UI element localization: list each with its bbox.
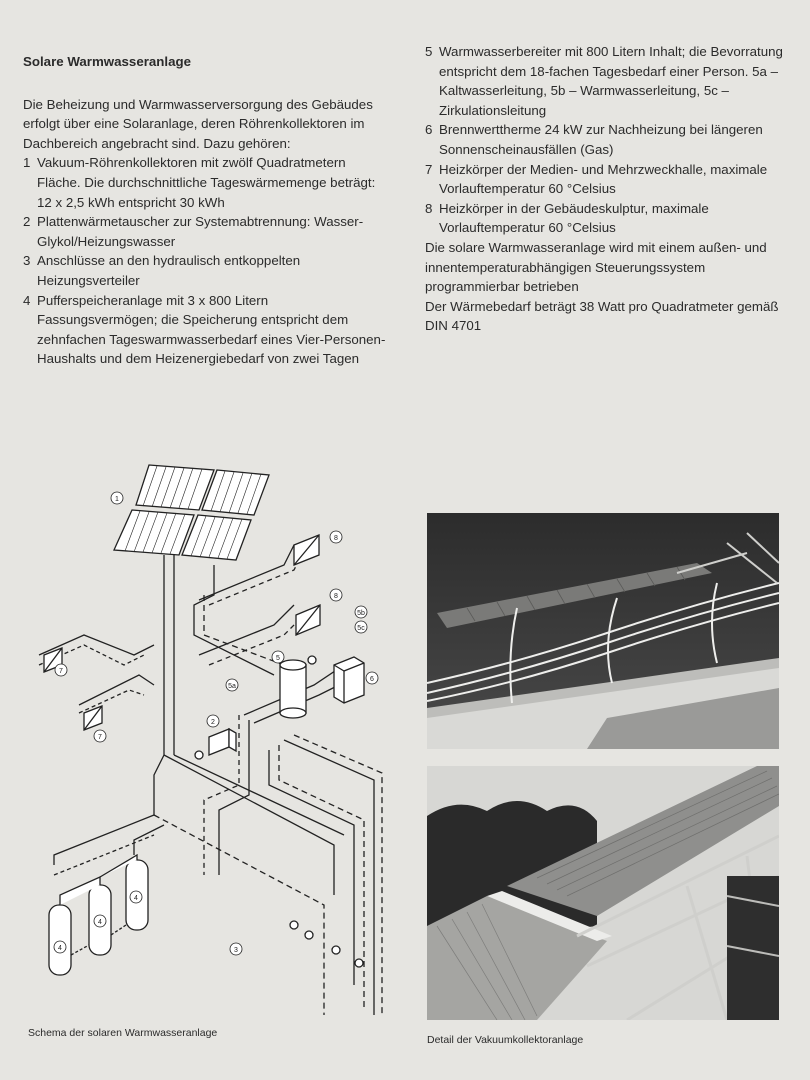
item-number: 1 <box>23 155 31 171</box>
label-5b: 5b <box>357 610 365 617</box>
item-number: 5 <box>425 44 433 59</box>
schema-caption: Schema der solaren Warmwasseranlage <box>28 1027 218 1039</box>
label-2: 2 <box>211 719 215 726</box>
list-item <box>23 251 389 290</box>
left-column <box>23 52 389 369</box>
list-item <box>23 153 389 212</box>
heat-exchanger <box>209 729 236 755</box>
item-number: 4 <box>23 292 31 308</box>
item-text: Warmwasserbereiter mit 800 Litern Inhalt; die Bevorratung entspricht dem 18-fachen Tagesbedarf einer Person. 5a – Kaltwasserleitung, 5b – Warmwasserleitung, 5c – Zirkulationsleitung <box>439 44 783 118</box>
list-item <box>23 212 389 251</box>
component-list-right <box>425 42 785 238</box>
label-5: 5 <box>276 655 280 662</box>
item-text: Brennwerttherme 24 kW zur Nachheizung bei längeren Sonnenscheinausfällen (Gas) <box>439 122 763 157</box>
label-1: 1 <box>115 496 119 503</box>
label-4c: 4 <box>134 895 138 902</box>
item-number: 2 <box>23 214 31 230</box>
gas-boiler <box>334 657 364 703</box>
item-number: 6 <box>425 122 433 138</box>
heat-demand-paragraph: Der Wärmebedarf beträgt 38 Watt pro Quadratmeter gemäß DIN 4701 <box>425 298 779 334</box>
label-4b: 4 <box>98 919 102 926</box>
intro-paragraph: Die Beheizung und Warmwasserversorgung des Gebäudes erfolgt über eine Solaranlage, deren Röhrenkollektoren im Dachbereich angebracht sind. Dazu gehören: <box>23 96 373 151</box>
solar-collector-panels <box>114 465 269 560</box>
list-item <box>425 120 785 159</box>
list-item <box>425 42 785 120</box>
list-item <box>23 291 389 369</box>
photo-caption: Detail der Vakuumkollektoranlage <box>427 1034 584 1046</box>
list-item <box>425 199 785 238</box>
label-5a: 5a <box>228 683 236 690</box>
item-text: Plattenwärmetauscher zur Systemabtrennung: Wasser-Glykol/Heizungswasser <box>37 214 364 249</box>
list-item <box>425 160 785 199</box>
label-6: 6 <box>370 676 374 683</box>
label-7a: 7 <box>59 668 63 675</box>
photo-roof-collectors <box>427 513 779 749</box>
item-text: Heizkörper der Medien- und Mehrzweckhalle, maximale Vorlauftemperatur 60 °Celsius <box>439 161 768 197</box>
pump-symbols <box>195 656 363 967</box>
system-schema-diagram <box>14 455 394 1025</box>
item-text: Heizkörper in der Gebäudeskulptur, maximale Vorlauftemperatur 60 °Celsius <box>439 200 709 236</box>
label-7b: 7 <box>98 734 102 741</box>
right-column <box>425 42 785 336</box>
item-text: Pufferspeicheranlage mit 3 x 800 Litern Fassungsvermögen; die Speicherung entspricht dem zehnfachen Tageswarmwasserbedarf eines Vier-Personen-Haushalts und dem Heizenergiebedarf von zwei Tagen <box>37 292 386 367</box>
section-title: Solare Warmwasseranlage <box>23 54 192 69</box>
item-number: 8 <box>425 200 433 216</box>
control-paragraph: Die solare Warmwasseranlage wird mit einem außen- und innentemperaturabhängigen Steuerungssystem programmierbar betrieben <box>425 239 767 295</box>
item-text: Vakuum-Röhrenkollektoren mit zwölf Quadratmetern Fläche. Die durchschnittliche Tageswärmemenge beträgt: 12 x 2,5 kWh entspricht 30 kWh <box>37 155 376 210</box>
component-list-left <box>23 153 389 369</box>
item-number: 7 <box>425 161 433 177</box>
label-3: 3 <box>234 947 238 954</box>
water-heater <box>280 660 306 718</box>
label-5c: 5c <box>357 625 365 632</box>
label-8b: 8 <box>334 593 338 600</box>
label-8a: 8 <box>334 535 338 542</box>
label-4a: 4 <box>58 945 62 952</box>
photo-collector-detail <box>427 766 779 1020</box>
item-text: Anschlüsse an den hydraulisch entkoppelten Heizungsverteiler <box>37 253 301 288</box>
item-number: 3 <box>23 253 31 269</box>
